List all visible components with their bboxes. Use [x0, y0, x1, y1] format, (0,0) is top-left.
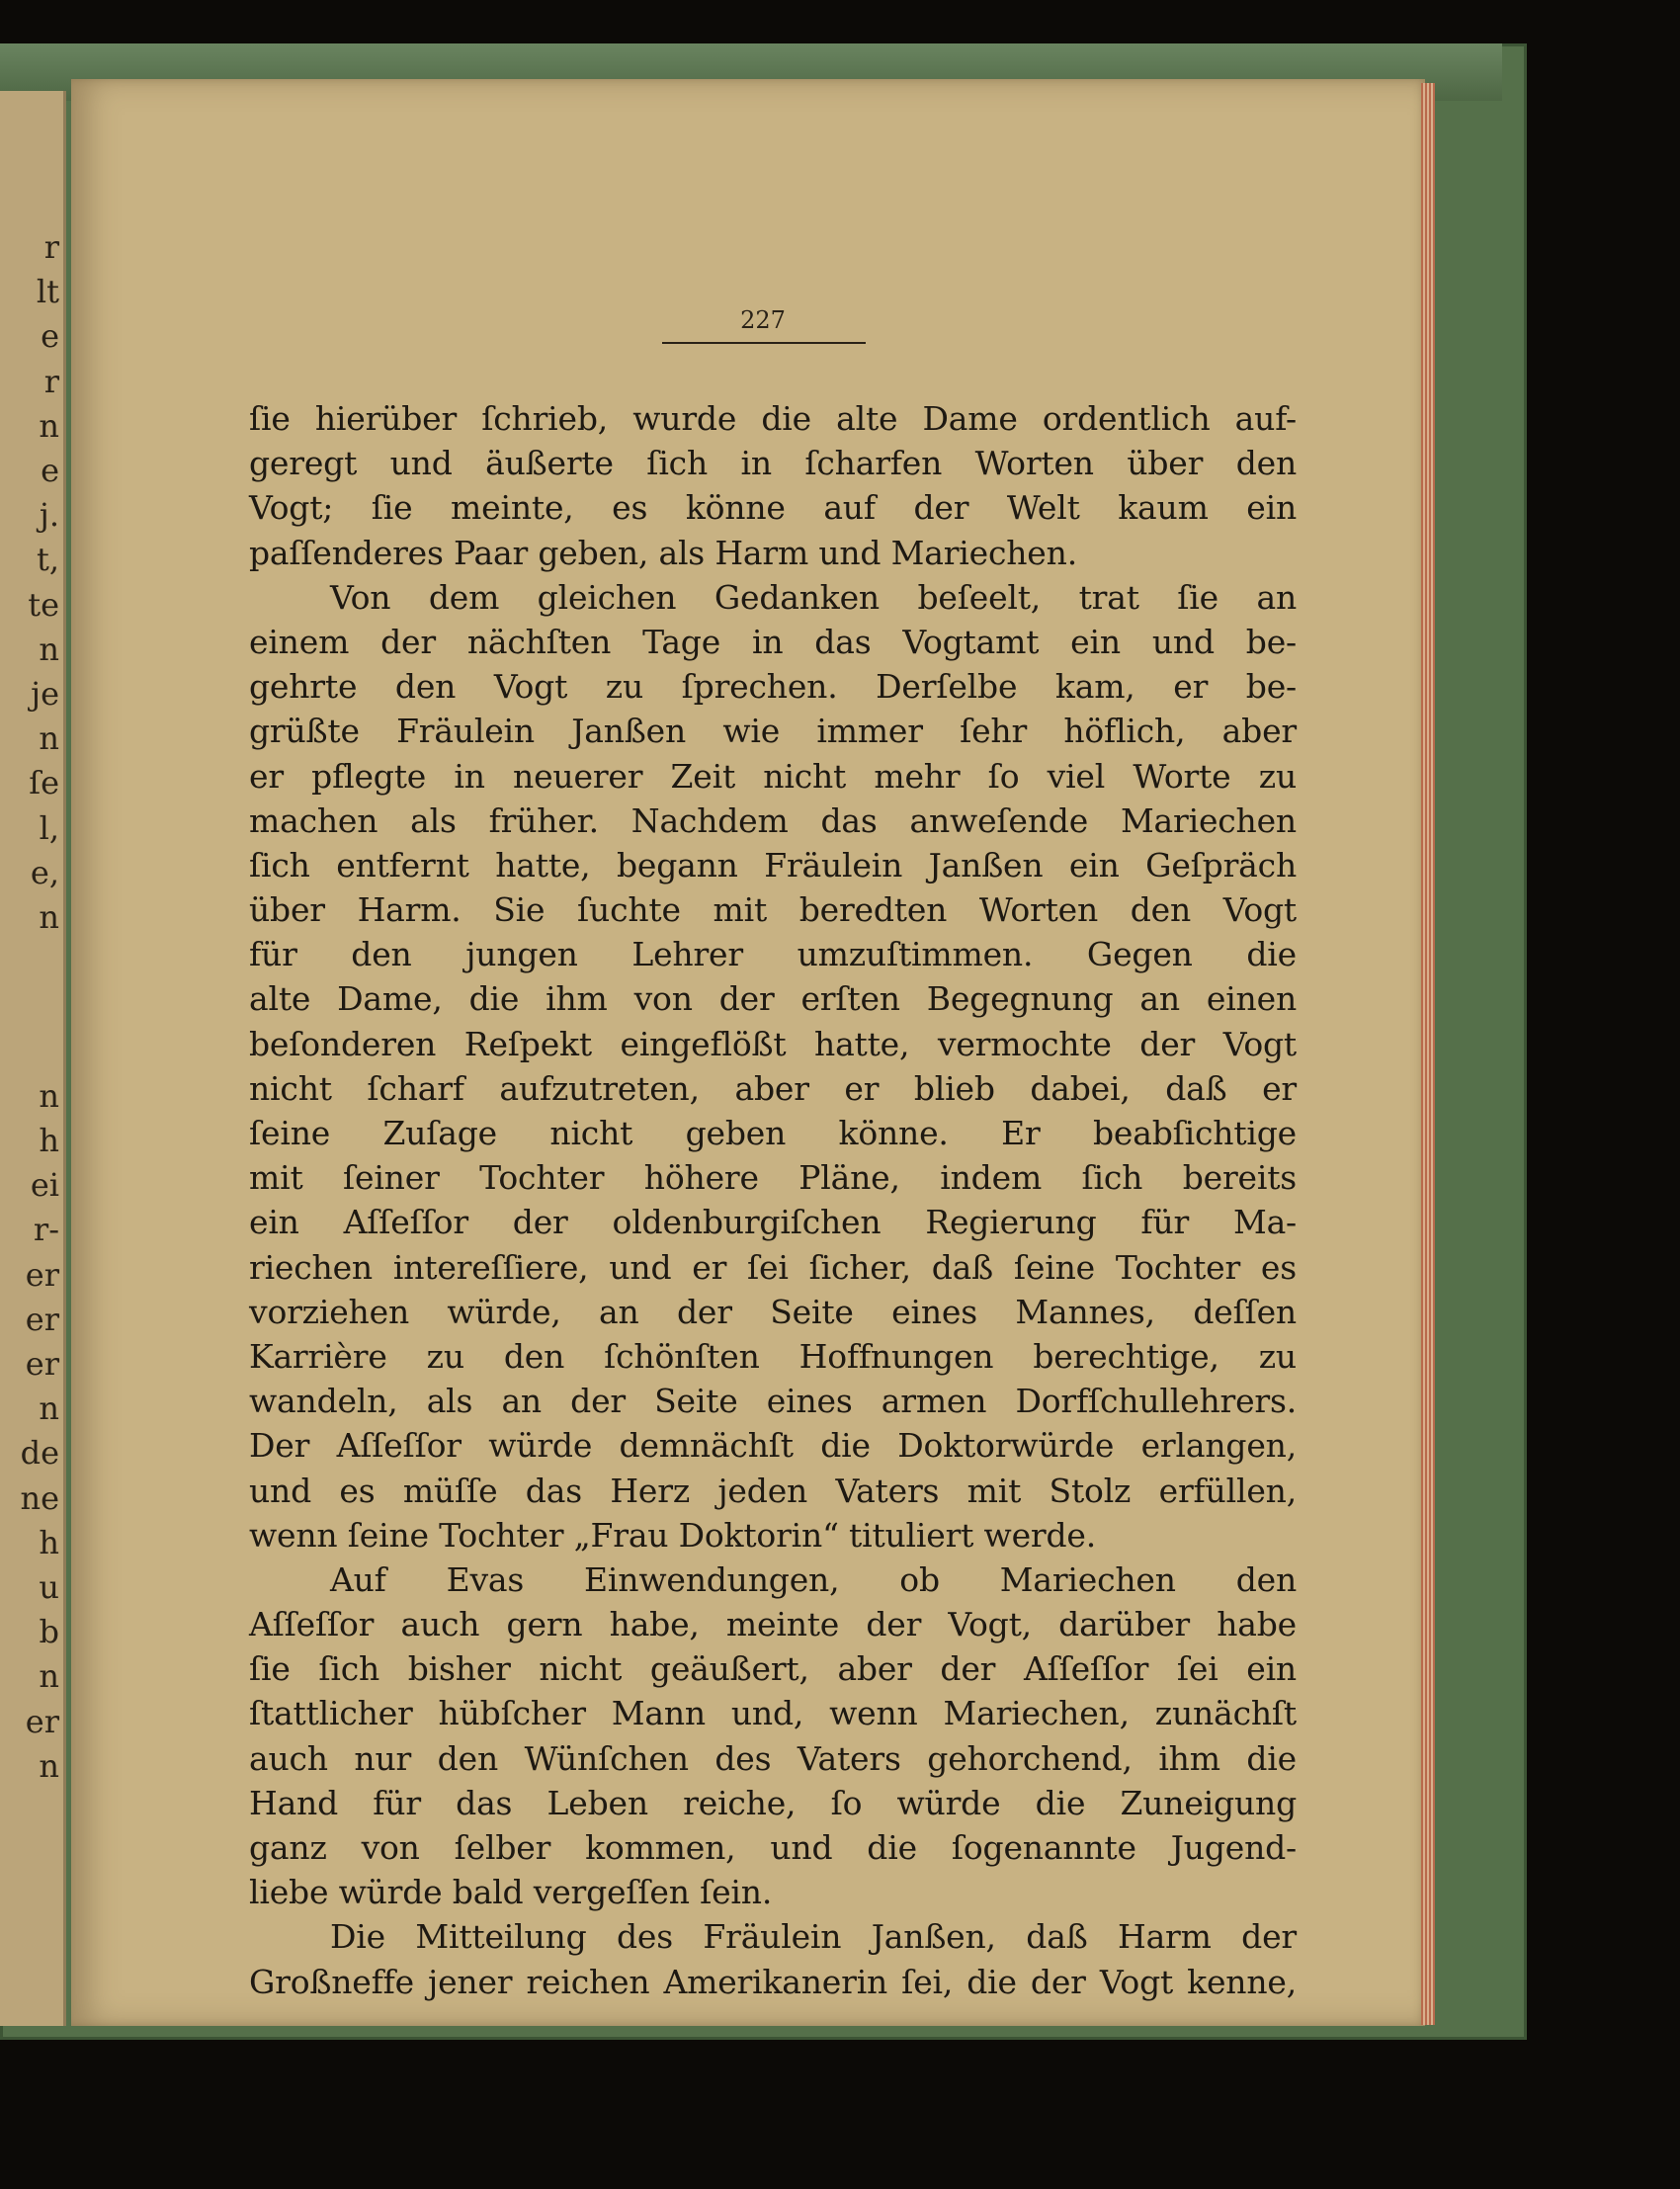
previous-page-fragment: b [39, 1613, 59, 1651]
text-line: Aſſeſſor auch gern habe, meinte der Vogt, darüber habe [249, 1605, 1297, 1644]
text-line: mit ſeiner Tochter höhere Pläne, indem ſich bereits [249, 1158, 1297, 1198]
previous-page-fragment: ne [20, 1478, 59, 1517]
text-line: liebe würde bald vergeſſen ſein. [249, 1873, 773, 1912]
previous-page-fragment: er [25, 1702, 59, 1740]
text-line: nicht ſcharf aufzutreten, aber er blieb dabei, daß er [249, 1068, 1297, 1108]
text-line: wandeln, als an der Seite eines armen Dorfſchullehrers. [249, 1382, 1297, 1421]
previous-page-fragment: u [39, 1568, 59, 1606]
previous-page-fragment: l, [39, 808, 59, 847]
text-line: machen als früher. Nachdem das anweſende Mariechen [249, 800, 1297, 840]
header-rule [662, 342, 866, 344]
text-line: vorziehen würde, an der Seite eines Mannes, deſſen [249, 1292, 1297, 1331]
previous-page-fragment: er [25, 1255, 59, 1294]
text-line: paſſenderes Paar geben, als Harm und Mariechen. [249, 533, 1077, 572]
text-line: gehrte den Vogt zu ſprechen. Derſelbe kam, er be- [249, 667, 1297, 707]
page-number: 227 [740, 306, 786, 334]
book-page [71, 79, 1425, 2026]
previous-page-fragment: h [39, 1122, 59, 1159]
text-line: über Harm. Sie ſuchte mit beredten Worten den Vogt [249, 890, 1297, 930]
previous-page-fragment: h [39, 1523, 59, 1561]
previous-page-fragment: n [39, 898, 59, 936]
previous-page-fragment: n [39, 1389, 59, 1428]
text-line: ſie ſich bisher nicht geäußert, aber der Aſſeſſor ſei ein [249, 1649, 1297, 1689]
text-line: Hand für das Leben reiche, ſo würde die Zuneigung [249, 1783, 1297, 1822]
text-line: für den jungen Lehrer umzuſtimmen. Gegen die [249, 935, 1297, 974]
text-line: grüßte Fräulein Janßen wie immer ſehr höflich, aber [249, 712, 1297, 751]
text-line: einem der nächſten Tage in das Vogtamt ein und be- [249, 622, 1297, 661]
text-line: riechen intereſſiere, und er ſei ſicher, daß ſeine Tochter es [249, 1247, 1297, 1287]
text-line: Von dem gleichen Gedanken beſeelt, trat ſie an [330, 577, 1297, 617]
previous-page-fragment: e [41, 317, 59, 356]
previous-page-fragment: n [39, 630, 59, 668]
previous-page-fragment: r [43, 362, 59, 400]
previous-page-fragment: ſe [29, 764, 59, 802]
text-line: ein Aſſeſſor der oldenburgiſchen Regierung für Ma- [249, 1203, 1297, 1242]
text-line: ſeine Zuſage nicht geben könne. Er beabſichtige [249, 1114, 1297, 1152]
previous-page-fragment: t, [36, 541, 59, 579]
previous-page-fragment: n [39, 719, 59, 758]
text-line: alte Dame, die ihm von der erſten Begegnung an einen [249, 979, 1297, 1019]
previous-page-fragment: ei [30, 1166, 59, 1205]
previous-page-fragment: lt [36, 273, 59, 311]
text-line: Auf Evas Einwendungen, ob Mariechen den [330, 1559, 1297, 1599]
text-line: Der Aſſeſſor würde demnächſt die Doktorwürde erlangen, [249, 1426, 1297, 1466]
previous-page-fragment: n [39, 406, 59, 445]
previous-page-fragment: er [25, 1345, 59, 1383]
text-line: Karrière zu den ſchönſten Hoffnungen berechtige, zu [249, 1336, 1297, 1376]
text-line: Großneffe jener reichen Amerikanerin ſei, die der Vogt kenne, [249, 1962, 1297, 2001]
previous-page-fragment: e, [30, 853, 59, 891]
previous-page-fragment: e [41, 452, 59, 489]
text-line: ſtattlicher hübſcher Mann und, wenn Mariechen, zunächſt [249, 1694, 1297, 1733]
body-text [249, 396, 1297, 2004]
previous-page-edge [0, 91, 66, 2026]
previous-page-fragment: r [43, 228, 59, 266]
previous-page-fragment: r- [33, 1211, 59, 1249]
text-line: geregt und äußerte ſich in ſcharfen Worten über den [249, 444, 1297, 483]
text-line: und es müſſe das Herz jeden Vaters mit Stolz erfüllen, [249, 1471, 1297, 1510]
text-line: Vogt; ſie meinte, es könne auf der Welt kaum ein [249, 488, 1297, 528]
previous-page-fragment: de [20, 1434, 59, 1473]
previous-page-fragment: j. [39, 496, 59, 535]
text-line: auch nur den Wünſchen des Vaters gehorchend, ihm die [249, 1738, 1297, 1778]
previous-page-fragment: n [39, 1076, 59, 1115]
page-edges [1421, 83, 1435, 2025]
previous-page-fragment: te [28, 585, 59, 624]
previous-page-fragment: er [25, 1300, 59, 1338]
previous-page-fragment: je [31, 675, 59, 713]
text-line: Die Mitteilung des Fräulein Janßen, daß Harm der [330, 1917, 1297, 1957]
text-line: ſie hierüber ſchrieb, wurde die alte Dame ordentlich auf- [249, 399, 1297, 438]
previous-page-fragment: n [39, 1746, 59, 1785]
previous-page-fragment: n [39, 1657, 59, 1696]
text-line: beſonderen Reſpekt eingeflößt hatte, vermochte der Vogt [249, 1024, 1297, 1063]
text-line: ſich entfernt hatte, begann Fräulein Janßen ein Geſpräch [249, 845, 1297, 884]
text-line: ganz von ſelber kommen, und die ſogenannte Jugend- [249, 1828, 1297, 1867]
text-line: wenn ſeine Tochter „Frau Doktorin“ tituliert werde. [249, 1515, 1097, 1555]
text-line: er pflegte in neuerer Zeit nicht mehr ſo viel Worte zu [249, 756, 1297, 796]
